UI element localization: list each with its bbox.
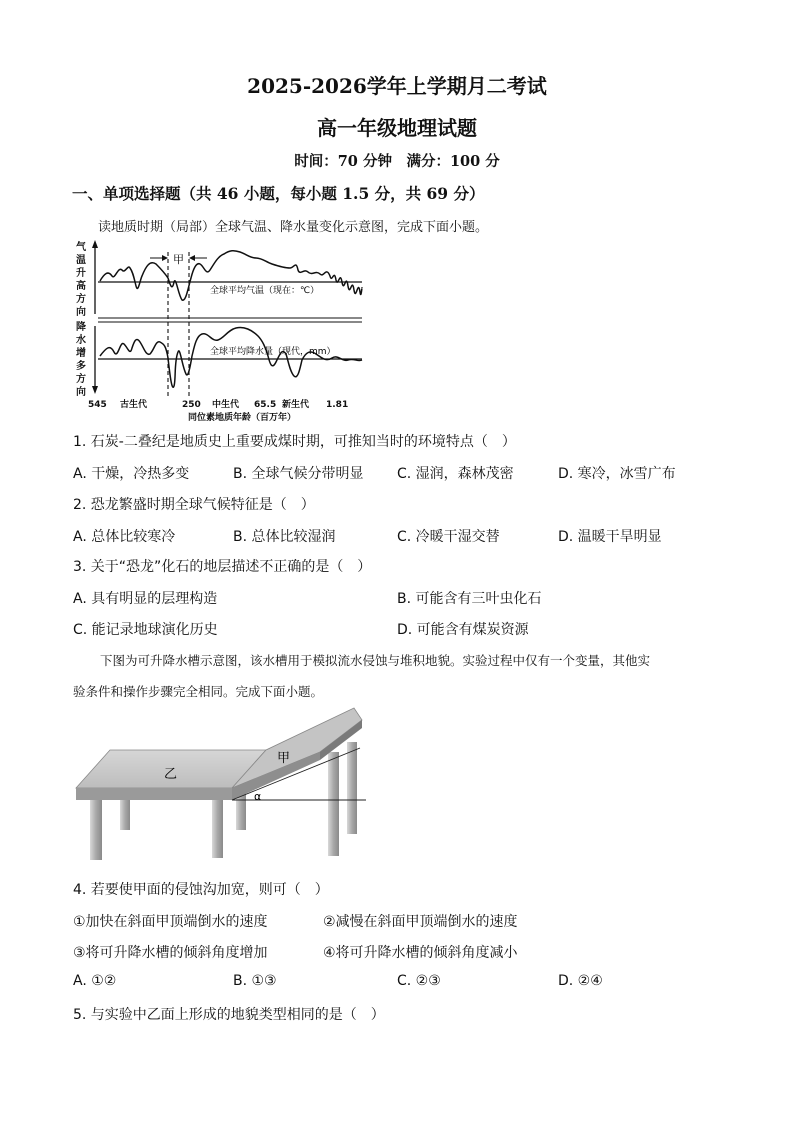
- temp-axis-char: 气: [76, 242, 86, 253]
- group2-intro-line1: 下图为可升降水槽示意图，该水槽用于模拟流水侵蚀与堆积地貌。实验过程中仅有一个变量，其他实: [100, 653, 651, 668]
- tick-label: 545: [88, 400, 107, 410]
- surface-yi-edge: [76, 788, 232, 800]
- tick-label: 250: [182, 400, 201, 410]
- precip-axis-char: 方: [76, 374, 86, 385]
- x-axis-label: 同位素地质年龄（百万年）: [188, 413, 297, 423]
- precip-axis-char: 多: [76, 361, 86, 372]
- temp-axis-char: 升: [76, 268, 86, 279]
- surface-jia: [232, 708, 362, 788]
- tick-label: 新生代: [282, 400, 310, 410]
- tick-label: 古生代: [120, 400, 148, 410]
- tick-label: 1.81: [326, 400, 349, 410]
- question-4-statement-2: ②减慢在斜面甲顶端倒水的速度: [323, 914, 518, 930]
- question-2-option-d[interactable]: D. 温暖干旱明显: [558, 529, 662, 545]
- exam-subtitle: 高一年级地理试题: [317, 116, 477, 140]
- precip-axis-char: 降: [76, 322, 86, 333]
- question-4-statement-4: ④将可升降水槽的倾斜角度减小: [323, 945, 518, 961]
- table-leg: [90, 796, 102, 860]
- question-4-option-c[interactable]: C. ②③: [397, 973, 441, 989]
- temp-axis-char: 方: [76, 294, 86, 305]
- water-tank-figure: [70, 704, 370, 864]
- group1-intro: 读地质时期（局部）全球气温、降水量变化示意图，完成下面小题。: [98, 220, 489, 235]
- question-2-option-c[interactable]: C. 冷暖干湿交替: [397, 529, 500, 545]
- question-1-option-a[interactable]: A. 干燥，冷热多变: [73, 466, 190, 482]
- temp-axis-arrowhead: [92, 240, 98, 248]
- exam-title: 2025-2026学年上学期月二考试: [247, 74, 547, 98]
- question-3-option-a[interactable]: A. 具有明显的层理构造: [73, 591, 218, 607]
- question-3-option-b[interactable]: B. 可能含有三叶虫化石: [397, 591, 542, 607]
- question-2-option-a[interactable]: A. 总体比较寒冷: [73, 529, 176, 545]
- jia-label: 甲: [173, 253, 184, 266]
- question-4-statement-1: ①加快在斜面甲顶端倒水的速度: [73, 914, 268, 930]
- temp-axis-char: 温: [76, 255, 86, 266]
- question-4-option-a[interactable]: A. ①②: [73, 973, 117, 989]
- label-alpha: α: [254, 790, 262, 803]
- precipitation-curve: [100, 327, 362, 387]
- exam-meta: 时间：70 分钟 满分：100 分: [294, 153, 500, 170]
- question-2-option-b[interactable]: B. 总体比较湿润: [233, 529, 336, 545]
- temp-axis-char: 向: [76, 307, 86, 318]
- label-yi: 乙: [164, 767, 178, 782]
- table-leg: [212, 796, 223, 858]
- tick-label: 中生代: [212, 400, 240, 410]
- jia-arrowhead: [189, 255, 195, 261]
- question-1-option-c[interactable]: C. 湿润，森林茂密: [397, 466, 514, 482]
- question-1-option-d[interactable]: D. 寒冷，冰雪广布: [558, 466, 676, 482]
- precip-axis-char: 增: [76, 348, 86, 359]
- jia-arrowhead: [162, 255, 168, 261]
- precip-axis-arrowhead: [92, 386, 98, 394]
- question-3-stem: 3. 关于“恐龙”化石的地层描述不正确的是（ ）: [73, 559, 372, 575]
- question-1-option-b[interactable]: B. 全球气候分带明显: [233, 466, 364, 482]
- question-2-stem: 2. 恐龙繁盛时期全球气候特征是（ ）: [73, 497, 315, 513]
- table-leg: [347, 742, 357, 834]
- tick-label: 65.5: [254, 400, 277, 410]
- question-1-stem: 1. 石炭-二叠纪是地质史上重要成煤时期，可推知当时的环境特点（ ）: [73, 434, 516, 450]
- precip-curve-caption: 全球平均降水量（现代，mm）: [210, 347, 336, 357]
- question-4-statement-3: ③将可升降水槽的倾斜角度增加: [73, 945, 268, 961]
- label-jia: 甲: [277, 751, 291, 766]
- question-4-stem: 4. 若要使甲面的侵蚀沟加宽，则可（ ）: [73, 882, 329, 898]
- group2-intro-line2: 验条件和操作步骤完全相同。完成下面小题。: [73, 684, 324, 699]
- precip-axis-char: 向: [76, 387, 86, 398]
- section-heading: 一、单项选择题（共 46 小题，每小题 1.5 分，共 69 分）: [72, 184, 485, 203]
- temp-curve-caption: 全球平均气温（现在：℃）: [210, 286, 320, 296]
- question-4-option-d[interactable]: D. ②④: [558, 973, 603, 989]
- question-5-stem: 5. 与实验中乙面上形成的地貌类型相同的是（ ）: [73, 1007, 385, 1023]
- question-3-option-d[interactable]: D. 可能含有煤炭资源: [397, 622, 529, 638]
- temp-axis-char: 高: [76, 281, 86, 292]
- precip-axis-char: 水: [76, 335, 86, 346]
- question-4-option-b[interactable]: B. ①③: [233, 973, 277, 989]
- question-3-option-c[interactable]: C. 能记录地球演化历史: [73, 622, 218, 638]
- table-leg: [328, 752, 339, 856]
- climate-chart-figure: [70, 236, 370, 426]
